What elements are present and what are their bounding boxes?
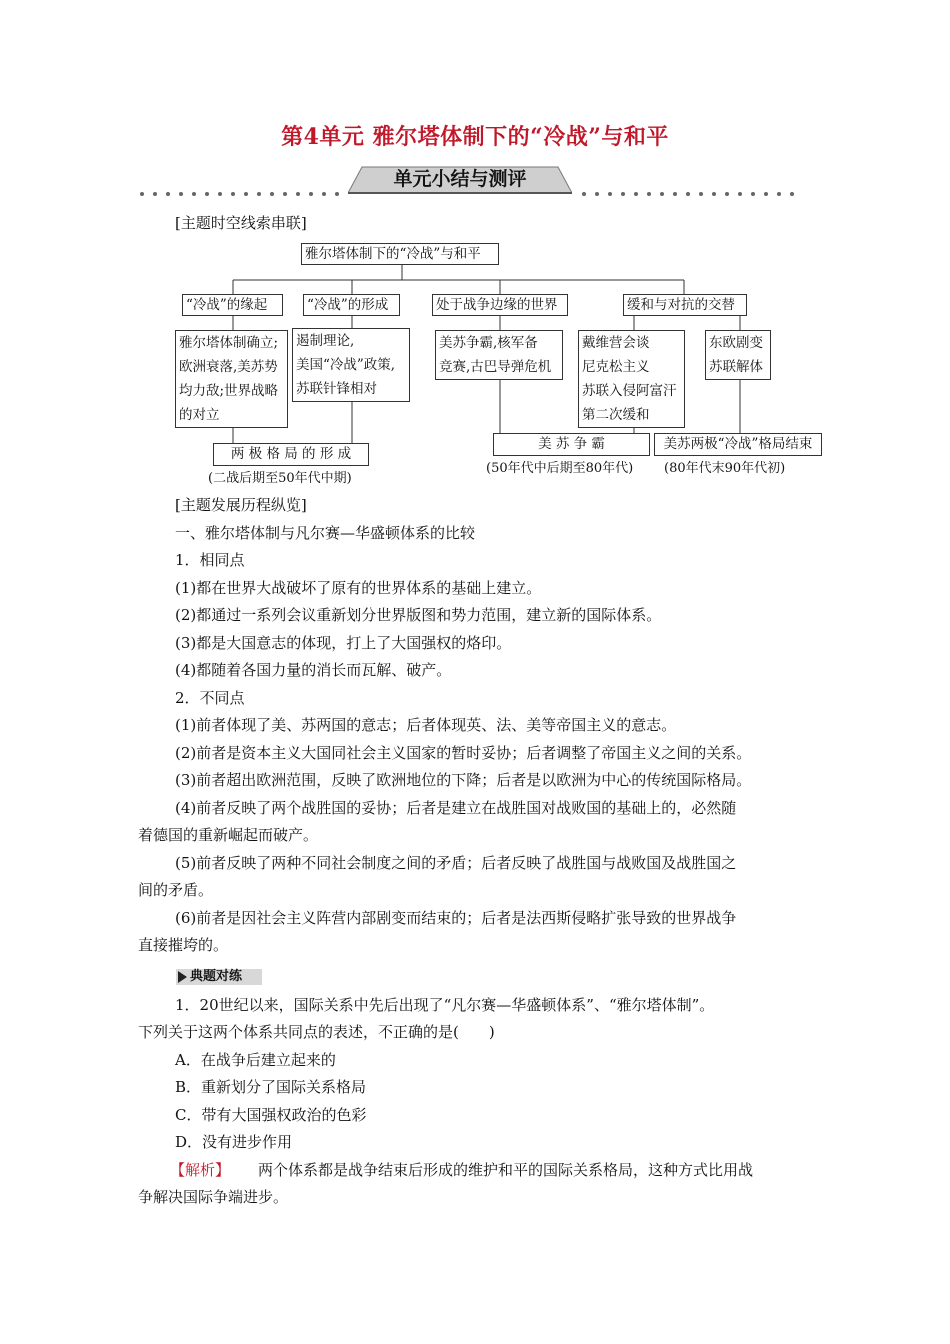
dot-ornament [764, 192, 768, 196]
detail-formation-line: 遏制理论, [296, 333, 355, 349]
section-label-timeline: [主题时空线索串联] [175, 214, 307, 232]
dot-ornament [166, 192, 170, 196]
branch-formation: “冷战”的形成 [303, 294, 400, 316]
difference-item-continued: 着德国的重新崛起而破产。 [138, 826, 319, 844]
detail-detente-line: 苏联入侵阿富汗 [582, 383, 677, 399]
heading-similarities: 1．相同点 [175, 551, 245, 569]
difference-item: (4)前者反映了两个战胜国的妥协；后者是建立在战胜国对战败国的基础上的，必然随 [175, 799, 737, 817]
dot-ornament [751, 192, 755, 196]
dot-ornament [777, 192, 781, 196]
page-title: 第4单元 雅尔塔体制下的“冷战”与和平 [281, 124, 669, 150]
detail-origin-line: 的对立 [179, 407, 220, 423]
dot-ornament [738, 192, 742, 196]
dot-ornament [595, 192, 599, 196]
dotted-rule-right [582, 183, 812, 189]
dot-ornament [699, 192, 703, 196]
dot-ornament [218, 192, 222, 196]
detail-brink-line: 美苏争霸,核军备 [439, 335, 538, 351]
branch-origin: “冷战”的缘起 [182, 294, 283, 316]
dot-ornament [257, 192, 261, 196]
dot-ornament [647, 192, 651, 196]
dot-ornament [660, 192, 664, 196]
dot-ornament [231, 192, 235, 196]
branch-brink: 处于战争边缘的世界 [432, 294, 568, 316]
dot-ornament [179, 192, 183, 196]
option-c: C．带有大国强权政治的色彩 [175, 1106, 367, 1124]
detail-end-line: 苏联解体 [709, 359, 763, 375]
dot-ornament [283, 192, 287, 196]
dot-ornament [296, 192, 300, 196]
similarity-item: (2)都通过一系列会议重新划分世界版图和势力范围，建立新的国际体系。 [175, 606, 662, 624]
option-b: B．重新划分了国际关系格局 [175, 1078, 367, 1096]
phase-end-period: (80年代末90年代初) [664, 461, 786, 476]
similarity-item: (1)都在世界大战破坏了原有的世界体系的基础上建立。 [175, 579, 542, 597]
detail-formation-line: 美国“冷战”政策, [296, 357, 396, 373]
dot-ornament [621, 192, 625, 196]
practice-label: 典题对练 [190, 969, 243, 984]
dot-ornament [153, 192, 157, 196]
dot-ornament [192, 192, 196, 196]
dot-ornament [335, 192, 339, 196]
detail-detente-line: 第二次缓和 [582, 407, 650, 423]
option-a: A．在战争后建立起来的 [175, 1051, 336, 1069]
phase-bipolar-period: (二战后期至50年代中期) [208, 471, 352, 486]
difference-item: (3)前者超出欧洲范围，反映了欧洲地位的下降；后者是以欧洲为中心的传统国际格局。 [175, 771, 752, 789]
dot-ornament [140, 192, 144, 196]
difference-item: (2)前者是资本主义大国同社会主义国家的暂时妥协；后者调整了帝国主义之间的关系。 [175, 744, 752, 762]
difference-item: (6)前者是因社会主义阵营内部剧变而结束的；后者是法西斯侵略扩张导致的世界战争 [175, 909, 737, 927]
diagram-root: 雅尔塔体制下的“冷战”与和平 [301, 243, 499, 265]
dotted-rule-left [140, 183, 350, 189]
detail-origin [175, 330, 288, 428]
dot-ornament [712, 192, 716, 196]
question-stem: 1．20世纪以来，国际关系中先后出现了“凡尔赛—华盛顿体系”、“雅尔塔体制”。 [175, 996, 715, 1014]
detail-end-line: 东欧剧变 [709, 335, 763, 351]
heading-differences: 2．不同点 [175, 689, 245, 707]
difference-item-continued: 间的矛盾。 [138, 881, 214, 899]
similarity-item: (4)都随着各国力量的消长而瓦解、破产。 [175, 661, 452, 679]
detail-detente-line: 尼克松主义 [582, 359, 650, 375]
difference-item: (1)前者体现了美、苏两国的意志；后者体现英、法、美等帝国主义的意志。 [175, 716, 677, 734]
detail-brink-line: 竞赛,古巴导弹危机 [439, 359, 552, 375]
detail-detente [578, 330, 685, 428]
dot-ornament [309, 192, 313, 196]
dot-ornament [673, 192, 677, 196]
detail-origin-line: 欧洲衰落,美苏势 [179, 359, 278, 375]
similarity-item: (3)都是大国意志的体现，打上了大国强权的烙印。 [175, 634, 512, 652]
unit-summary-banner: 单元小结与测评 [393, 168, 527, 190]
branch-detente: 缓和与对抗的交替 [623, 294, 747, 316]
phase-bipolar-formation: 两 极 格 局 的 形 成 [213, 443, 369, 466]
detail-end [705, 330, 771, 380]
dot-ornament [634, 192, 638, 196]
dot-ornament [322, 192, 326, 196]
analysis-tag: 【解析】 [170, 1161, 231, 1179]
detail-origin-line: 雅尔塔体制确立; [179, 335, 279, 351]
dot-ornament [790, 192, 794, 196]
detail-brink [435, 330, 563, 380]
detail-origin-line: 均力敌;世界战略 [179, 383, 279, 399]
detail-formation-line: 苏联针锋相对 [296, 381, 377, 397]
analysis-text-continued: 争解决国际争端进步。 [138, 1188, 289, 1206]
section-label-overview: [主题发展历程纵览] [175, 496, 307, 514]
difference-item-continued: 直接摧垮的。 [138, 936, 229, 954]
phase-rivalry: 美 苏 争 霸 [493, 433, 650, 456]
heading-comparison: 一、雅尔塔体制与凡尔赛—华盛顿体系的比较 [175, 524, 476, 542]
analysis-text: 两个体系都是战争结束后形成的维护和平的国际关系格局，这种方式比用战 [258, 1161, 754, 1179]
dot-ornament [205, 192, 209, 196]
dot-ornament [244, 192, 248, 196]
phase-rivalry-period: (50年代中后期至80年代) [486, 461, 634, 476]
dot-ornament [582, 192, 586, 196]
difference-item: (5)前者反映了两种不同社会制度之间的矛盾；后者反映了战胜国与战败国及战胜国之 [175, 854, 737, 872]
dot-ornament [686, 192, 690, 196]
option-d: D．没有进步作用 [175, 1133, 293, 1151]
dot-ornament [725, 192, 729, 196]
dot-ornament [608, 192, 612, 196]
detail-formation [292, 328, 410, 402]
detail-detente-line: 戴维营会谈 [582, 335, 650, 351]
dot-ornament [270, 192, 274, 196]
phase-cold-war-end: 美苏两极“冷战”格局结束 [654, 433, 822, 456]
question-stem-continued: 下列关于这两个体系共同点的表述，不正确的是( ) [138, 1023, 495, 1041]
